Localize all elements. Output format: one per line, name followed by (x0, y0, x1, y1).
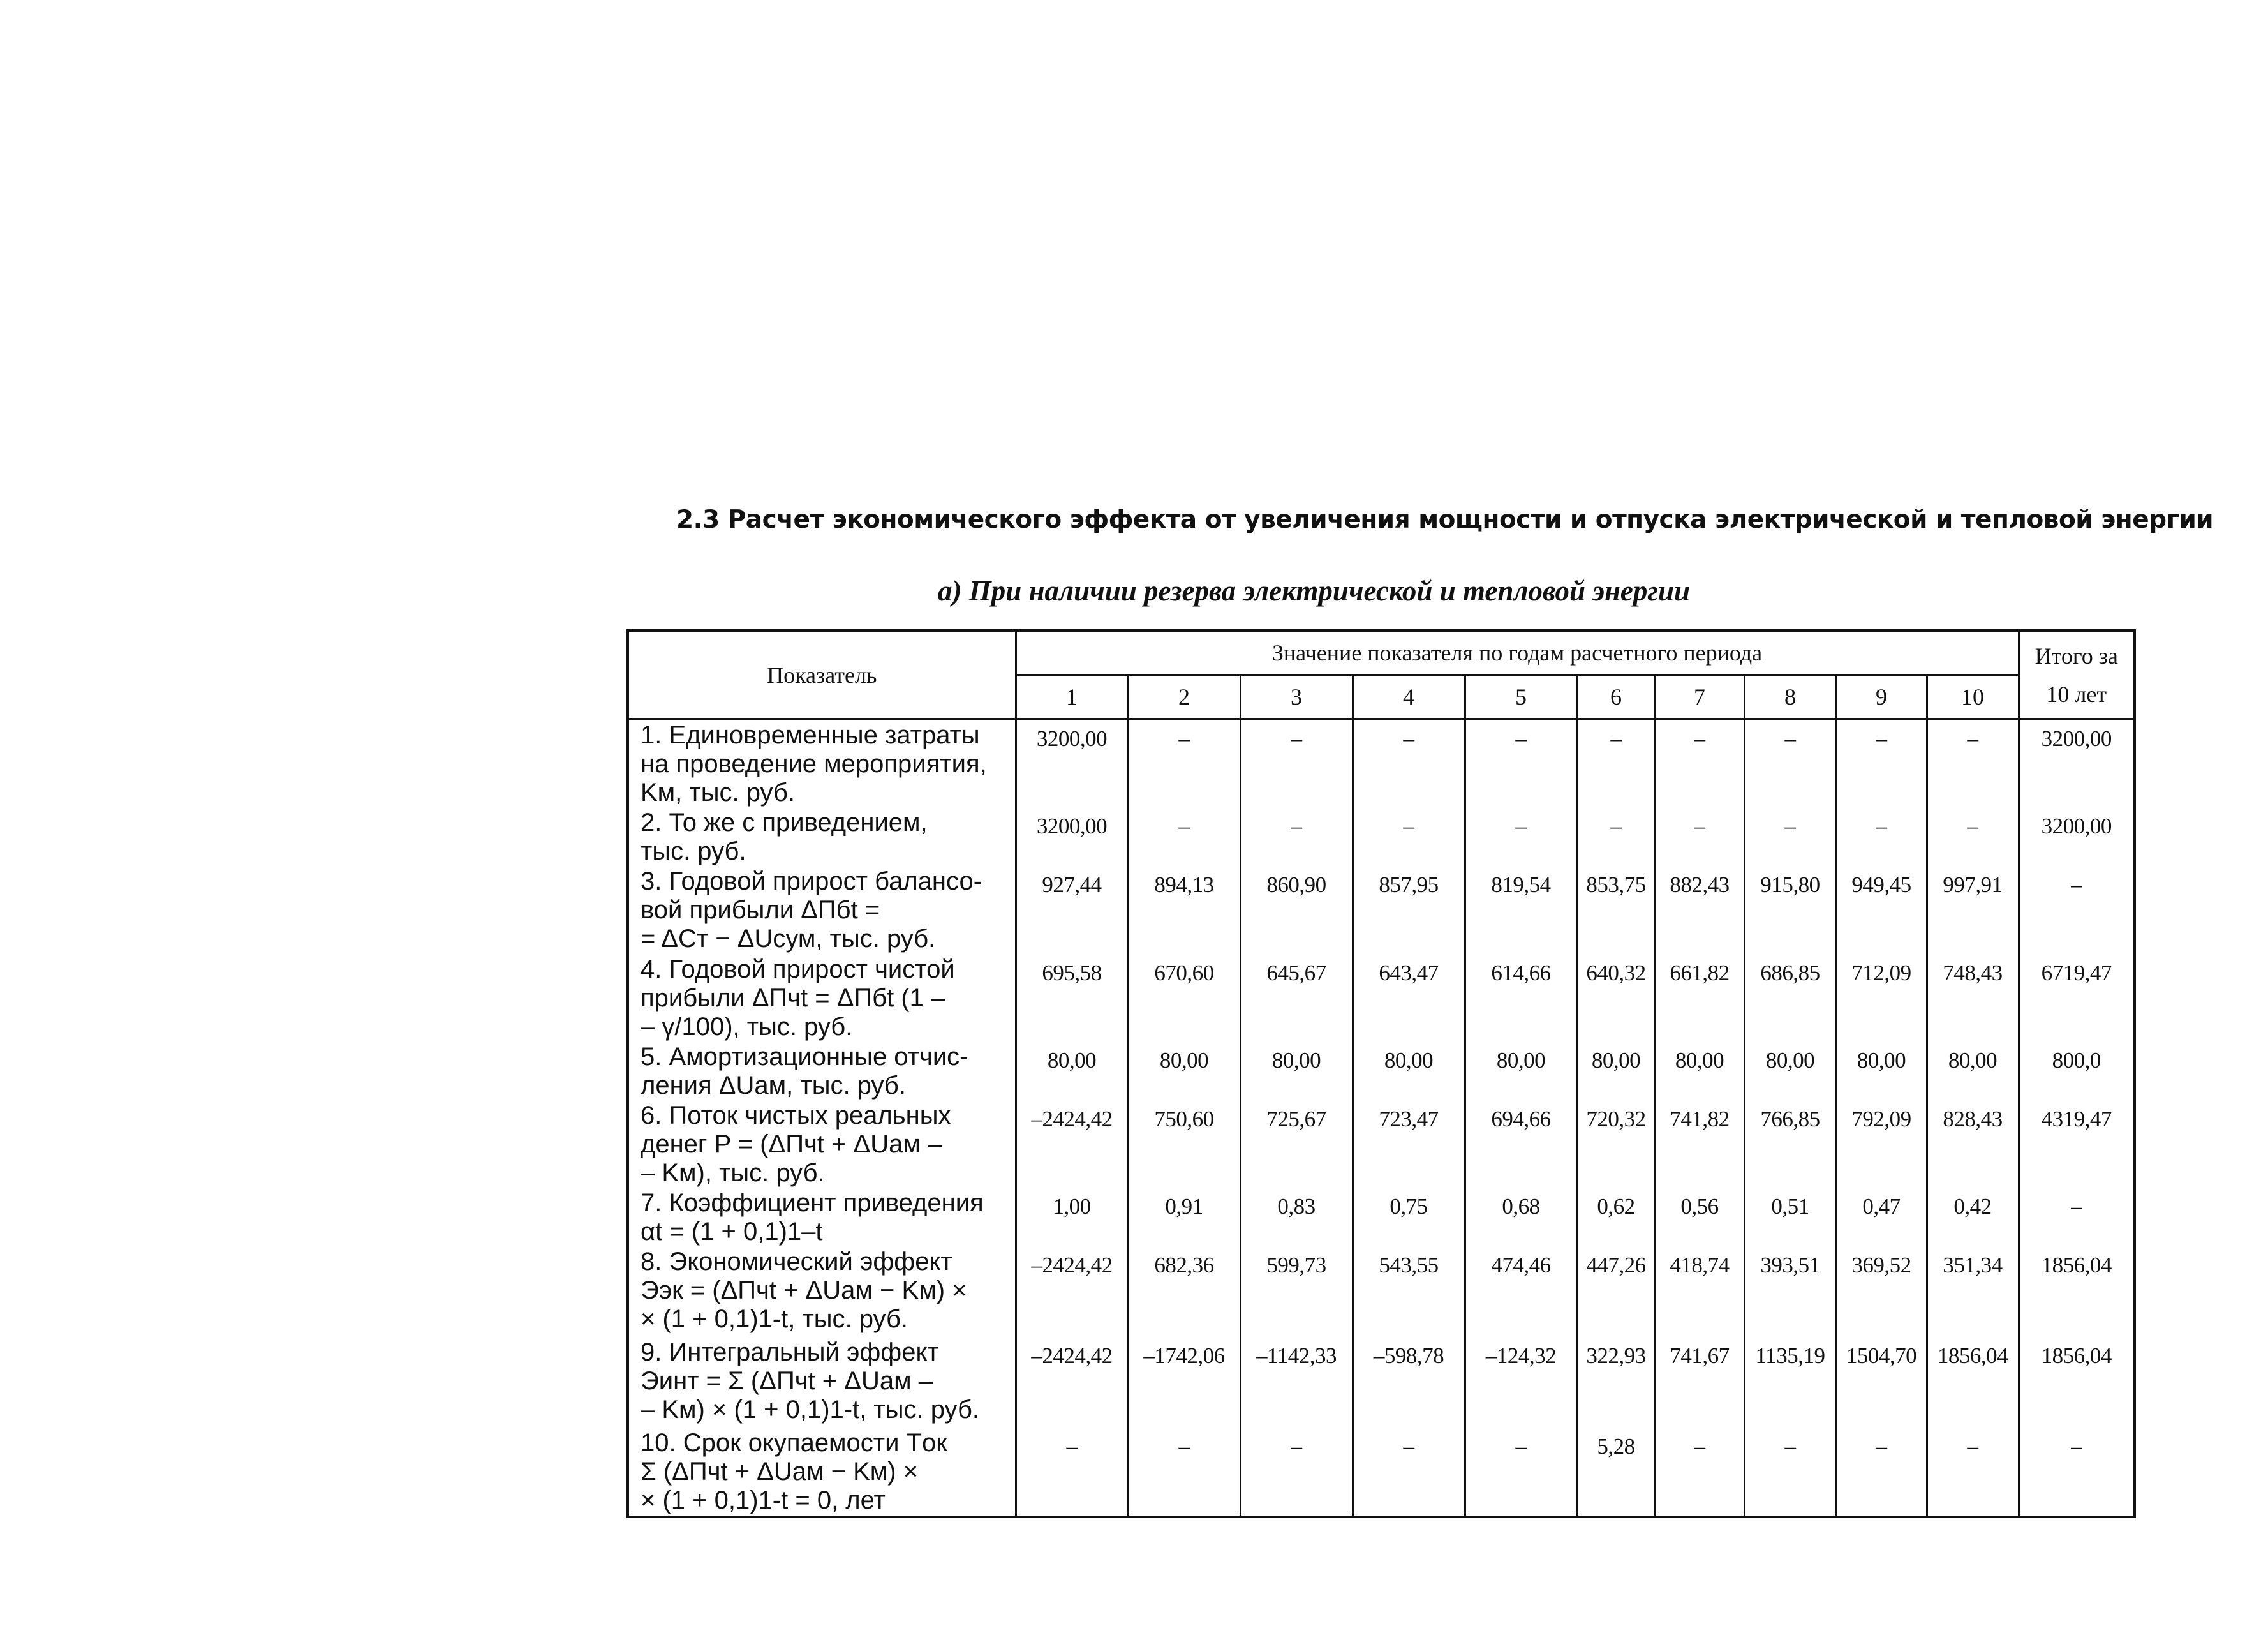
year-header: 7 (1655, 675, 1744, 719)
value-cell-year-5: – (1465, 719, 1577, 808)
value-cell-year-9: 712,09 (1836, 954, 1927, 1041)
value-cell-year-1: 80,00 (1016, 1041, 1128, 1100)
parameter-line: × (1 + 0,1)1-t, тыс. руб. (641, 1305, 908, 1333)
value-cell-year-4: – (1353, 807, 1465, 866)
value-cell-year-9: 1504,70 (1836, 1337, 1927, 1428)
table-row (628, 1100, 2135, 1188)
value-cell-year-5: 614,66 (1465, 954, 1577, 1041)
value-cell-year-8: 686,85 (1744, 954, 1836, 1041)
total-cell: 1856,04 (2019, 1246, 2135, 1337)
value-cell-year-3: 860,90 (1240, 866, 1353, 954)
value-cell-year-9: – (1836, 1428, 1927, 1517)
value-cell-year-3: 0,83 (1240, 1188, 1353, 1246)
value-cell-year-3: 599,73 (1240, 1246, 1353, 1337)
value-cell-year-8: 1135,19 (1744, 1337, 1836, 1428)
value-cell-year-6: – (1577, 719, 1655, 808)
value-cell-year-8: – (1744, 1428, 1836, 1517)
value-cell-year-8: 0,51 (1744, 1188, 1836, 1246)
value-cell-year-1: 695,58 (1016, 954, 1128, 1041)
value-cell-year-2: – (1128, 807, 1240, 866)
parameter-cell (628, 1337, 1016, 1428)
parameter-line: – Kм), тыс. руб. (641, 1159, 825, 1187)
value-cell-year-9: – (1836, 807, 1927, 866)
parameter-line: – γ/100), тыс. руб. (641, 1013, 853, 1041)
value-cell-year-6: 447,26 (1577, 1246, 1655, 1337)
header-year-values: Значение показателя по годам расчетного периода (1016, 630, 2019, 675)
value-cell-year-4: 0,75 (1353, 1188, 1465, 1246)
table-row (628, 954, 2135, 1041)
value-cell-year-10: 997,91 (1927, 866, 2019, 954)
value-cell-year-6: 640,32 (1577, 954, 1655, 1041)
value-cell-year-5: 0,68 (1465, 1188, 1577, 1246)
parameter-line: 2. То же с приведением, (641, 809, 928, 837)
value-cell-year-6: 80,00 (1577, 1041, 1655, 1100)
value-cell-year-2: –1742,06 (1128, 1337, 1240, 1428)
value-cell-year-6: 720,32 (1577, 1100, 1655, 1188)
parameter-line: ления ΔUам, тыс. руб. (641, 1071, 906, 1100)
value-cell-year-6: 0,62 (1577, 1188, 1655, 1246)
year-header: 8 (1744, 675, 1836, 719)
value-cell-year-10: 828,43 (1927, 1100, 2019, 1188)
value-cell-year-2: 0,91 (1128, 1188, 1240, 1246)
value-cell-year-2: 894,13 (1128, 866, 1240, 954)
value-cell-year-9: – (1836, 719, 1927, 808)
value-cell-year-1: 3200,00 (1016, 719, 1128, 808)
value-cell-year-9: 792,09 (1836, 1100, 1927, 1188)
value-cell-year-2: 670,60 (1128, 954, 1240, 1041)
parameter-line: денег P = (ΔПчt + ΔUам – (641, 1130, 942, 1158)
year-header: 9 (1836, 675, 1927, 719)
year-header: 3 (1240, 675, 1353, 719)
parameter-cell (628, 719, 1016, 808)
value-cell-year-10: 351,34 (1927, 1246, 2019, 1337)
table-row (628, 1188, 2135, 1246)
parameter-line: = ΔСт − ΔUсум, тыс. руб. (641, 925, 936, 953)
parameter-cell (628, 866, 1016, 954)
table-row (628, 1246, 2135, 1337)
parameter-line: 3. Годовой прирост балансо- (641, 867, 982, 895)
parameter-line: 10. Срок окупаемости Tок (641, 1429, 947, 1457)
value-cell-year-1: –2424,42 (1016, 1100, 1128, 1188)
parameter-line: αt = (1 + 0,1)1–t (641, 1218, 823, 1246)
table-row (628, 1337, 2135, 1428)
parameter-line: на проведение мероприятия, (641, 750, 987, 778)
value-cell-year-7: 0,56 (1655, 1188, 1744, 1246)
parameter-cell (628, 954, 1016, 1041)
total-cell: 3200,00 (2019, 807, 2135, 866)
parameter-line: 8. Экономический эффект (641, 1248, 952, 1276)
value-cell-year-4: – (1353, 1428, 1465, 1517)
value-cell-year-9: 949,45 (1836, 866, 1927, 954)
total-cell: – (2019, 1428, 2135, 1517)
parameter-cell (628, 1246, 1016, 1337)
parameter-line: Σ (ΔПчt + ΔUам − Kм) × (641, 1458, 919, 1486)
value-cell-year-5: –124,32 (1465, 1337, 1577, 1428)
parameter-cell (628, 1100, 1016, 1188)
value-cell-year-1: – (1016, 1428, 1128, 1517)
header-total-line: Итого за (2035, 643, 2118, 669)
value-cell-year-2: 750,60 (1128, 1100, 1240, 1188)
value-cell-year-7: 741,67 (1655, 1337, 1744, 1428)
value-cell-year-10: 80,00 (1927, 1041, 2019, 1100)
value-cell-year-3: – (1240, 1428, 1353, 1517)
value-cell-year-7: 418,74 (1655, 1246, 1744, 1337)
value-cell-year-2: – (1128, 719, 1240, 808)
value-cell-year-5: – (1465, 807, 1577, 866)
value-cell-year-8: 766,85 (1744, 1100, 1836, 1188)
value-cell-year-8: 393,51 (1744, 1246, 1836, 1337)
total-cell: 6719,47 (2019, 954, 2135, 1041)
value-cell-year-2: 80,00 (1128, 1041, 1240, 1100)
value-cell-year-5: 819,54 (1465, 866, 1577, 954)
value-cell-year-6: 322,93 (1577, 1337, 1655, 1428)
value-cell-year-3: – (1240, 719, 1353, 808)
year-header: 1 (1016, 675, 1128, 719)
value-cell-year-7: – (1655, 807, 1744, 866)
parameter-line: вой прибыли ΔПбt = (641, 896, 880, 924)
table-row (628, 866, 2135, 954)
value-cell-year-1: –2424,42 (1016, 1337, 1128, 1428)
parameter-line: 4. Годовой прирост чистой (641, 955, 955, 983)
value-cell-year-3: 645,67 (1240, 954, 1353, 1041)
value-cell-year-5: 694,66 (1465, 1100, 1577, 1188)
parameter-line: Kм, тыс. руб. (641, 779, 795, 807)
parameter-line: Эинт = Σ (ΔПчt + ΔUам – (641, 1367, 933, 1395)
value-cell-year-9: 0,47 (1836, 1188, 1927, 1246)
year-header: 5 (1465, 675, 1577, 719)
value-cell-year-1: –2424,42 (1016, 1246, 1128, 1337)
total-cell: 800,0 (2019, 1041, 2135, 1100)
total-cell: 3200,00 (2019, 719, 2135, 808)
value-cell-year-3: –1142,33 (1240, 1337, 1353, 1428)
value-cell-year-3: 725,67 (1240, 1100, 1353, 1188)
value-cell-year-3: – (1240, 807, 1353, 866)
value-cell-year-1: 3200,00 (1016, 807, 1128, 866)
value-cell-year-7: 661,82 (1655, 954, 1744, 1041)
value-cell-year-2: – (1128, 1428, 1240, 1517)
table-row (628, 1041, 2135, 1100)
value-cell-year-4: 543,55 (1353, 1246, 1465, 1337)
header-total-line: 10 лет (2046, 681, 2107, 707)
parameter-cell (628, 1041, 1016, 1100)
value-cell-year-10: – (1927, 1428, 2019, 1517)
value-cell-year-4: 857,95 (1353, 866, 1465, 954)
value-cell-year-7: 882,43 (1655, 866, 1744, 954)
value-cell-year-8: 80,00 (1744, 1041, 1836, 1100)
parameter-line: – Kм) × (1 + 0,1)1-t, тыс. руб. (641, 1396, 979, 1424)
parameter-line: 7. Коэффициент приведения (641, 1189, 984, 1217)
value-cell-year-7: – (1655, 719, 1744, 808)
value-cell-year-10: 748,43 (1927, 954, 2019, 1041)
parameter-line: 5. Амортизационные отчис- (641, 1043, 968, 1071)
year-header: 2 (1128, 675, 1240, 719)
year-header: 4 (1353, 675, 1465, 719)
value-cell-year-6: – (1577, 807, 1655, 866)
value-cell-year-10: – (1927, 719, 2019, 808)
total-cell: 4319,47 (2019, 1100, 2135, 1188)
parameter-line: 1. Единовременные затраты (641, 721, 980, 749)
value-cell-year-4: 723,47 (1353, 1100, 1465, 1188)
value-cell-year-8: – (1744, 719, 1836, 808)
value-cell-year-4: – (1353, 719, 1465, 808)
value-cell-year-7: 80,00 (1655, 1041, 1744, 1100)
parameter-line: 6. Поток чистых реальных (641, 1101, 951, 1130)
value-cell-year-10: 1856,04 (1927, 1337, 2019, 1428)
value-cell-year-7: 741,82 (1655, 1100, 1744, 1188)
parameter-cell (628, 807, 1016, 866)
value-cell-year-10: – (1927, 807, 2019, 866)
parameter-line: × (1 + 0,1)1-t = 0, лет (641, 1486, 886, 1514)
value-cell-year-5: 80,00 (1465, 1041, 1577, 1100)
header-parameter: Показатель (628, 630, 1016, 719)
table-subheading: а) При наличии резерва электрической и тепловой энергии (938, 575, 1691, 607)
total-cell: 1856,04 (2019, 1337, 2135, 1428)
table-row (628, 1428, 2135, 1517)
parameter-line: 9. Интегральный эффект (641, 1338, 939, 1366)
value-cell-year-5: – (1465, 1428, 1577, 1517)
value-cell-year-8: 915,80 (1744, 866, 1836, 954)
table-body (628, 719, 2135, 1518)
value-cell-year-6: 853,75 (1577, 866, 1655, 954)
value-cell-year-8: – (1744, 807, 1836, 866)
parameter-line: прибыли ΔПчt = ΔПбt (1 – (641, 984, 945, 1012)
year-header: 6 (1577, 675, 1655, 719)
header-total (2019, 630, 2135, 719)
value-cell-year-9: 80,00 (1836, 1041, 1927, 1100)
total-cell: – (2019, 1188, 2135, 1246)
value-cell-year-2: 682,36 (1128, 1246, 1240, 1337)
value-cell-year-5: 474,46 (1465, 1246, 1577, 1337)
value-cell-year-4: 643,47 (1353, 954, 1465, 1041)
value-cell-year-7: – (1655, 1428, 1744, 1517)
year-header: 10 (1927, 675, 2019, 719)
parameter-line: Ээк = (ΔПчt + ΔUам − Kм) × (641, 1276, 967, 1304)
calculation-table (626, 629, 2136, 1518)
section-heading: 2.3 Расчет экономического эффекта от увеличения мощности и отпуска электрической и тепловой энергии (676, 505, 2214, 534)
value-cell-year-1: 1,00 (1016, 1188, 1128, 1246)
parameter-cell (628, 1428, 1016, 1517)
parameter-cell (628, 1188, 1016, 1246)
value-cell-year-9: 369,52 (1836, 1246, 1927, 1337)
value-cell-year-10: 0,42 (1927, 1188, 2019, 1246)
value-cell-year-1: 927,44 (1016, 866, 1128, 954)
table-row (628, 719, 2135, 808)
value-cell-year-6: 5,28 (1577, 1428, 1655, 1517)
parameter-line: тыс. руб. (641, 837, 746, 865)
value-cell-year-3: 80,00 (1240, 1041, 1353, 1100)
value-cell-year-4: –598,78 (1353, 1337, 1465, 1428)
total-cell: – (2019, 866, 2135, 954)
value-cell-year-4: 80,00 (1353, 1041, 1465, 1100)
table-row (628, 807, 2135, 866)
